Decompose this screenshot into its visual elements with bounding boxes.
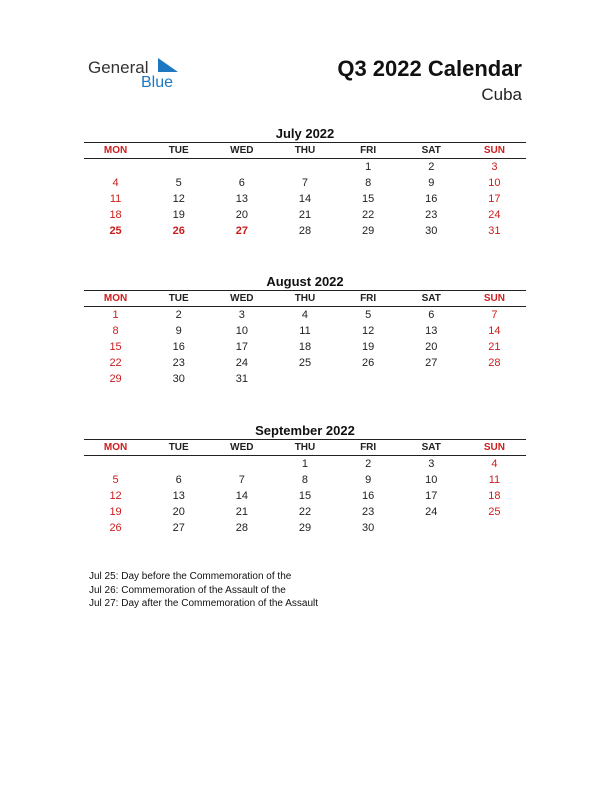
day-cell: 27 xyxy=(172,522,185,534)
day-cell: 2 xyxy=(428,161,435,173)
day-cell: 23 xyxy=(362,506,375,518)
weekday-header: THU xyxy=(294,145,316,156)
weekday-header: TUE xyxy=(168,145,189,156)
day-cell: 7 xyxy=(301,177,309,189)
day-cell xyxy=(210,159,273,175)
day-cell: 21 xyxy=(298,209,312,221)
day-cell: 22 xyxy=(109,357,122,369)
day-cell: 16 xyxy=(362,490,375,502)
week-row xyxy=(84,339,526,355)
day-cell: 22 xyxy=(298,506,312,518)
day-cell: 16 xyxy=(425,193,438,205)
weekday-header: SAT xyxy=(421,145,441,156)
day-cell: 22 xyxy=(362,209,375,221)
day-cell: 26 xyxy=(362,357,375,369)
day-cell: 29 xyxy=(109,373,122,385)
logo-triangle-icon xyxy=(158,58,178,74)
day-cell: 27 xyxy=(425,357,438,369)
day-cell xyxy=(273,371,336,387)
weekday-header: SUN xyxy=(483,293,505,304)
week-row xyxy=(84,371,526,387)
day-cell: 3 xyxy=(428,458,435,470)
day-cell: 12 xyxy=(172,193,185,205)
weekday-header: SAT xyxy=(421,293,441,304)
day-cell: 20 xyxy=(235,209,248,221)
logo-general-text: General xyxy=(88,58,149,77)
day-cell: 18 xyxy=(488,490,501,502)
day-cell xyxy=(273,159,336,175)
weekday-header: THU xyxy=(294,293,316,304)
day-cell: 17 xyxy=(235,341,248,353)
day-cell: 19 xyxy=(172,209,185,221)
month-title: August 2022 xyxy=(266,274,344,289)
day-cell: 28 xyxy=(298,225,312,237)
day-cell: 11 xyxy=(488,474,501,486)
holiday-note: Jul 27: Day after the Commemoration of the Assault xyxy=(89,598,318,609)
day-cell xyxy=(147,456,210,472)
day-cell: 14 xyxy=(235,490,248,502)
weekday-header-row xyxy=(84,439,526,456)
day-cell: 2 xyxy=(365,458,372,470)
day-cell: 28 xyxy=(488,357,501,369)
week-row xyxy=(84,456,526,472)
weekday-header: FRI xyxy=(360,293,377,304)
day-cell: 14 xyxy=(298,193,312,205)
weekday-header: SUN xyxy=(483,442,505,453)
weekday-header: TUE xyxy=(168,293,189,304)
day-cell: 17 xyxy=(425,490,438,502)
day-cell: 2 xyxy=(175,309,182,321)
day-cell: 31 xyxy=(488,225,501,237)
week-row xyxy=(84,488,526,504)
weekday-header: MON xyxy=(103,442,128,453)
day-cell: 21 xyxy=(235,506,248,518)
day-cell: 15 xyxy=(109,341,122,353)
month-title: July 2022 xyxy=(275,126,335,141)
day-cell: 5 xyxy=(175,177,182,189)
weekday-header: FRI xyxy=(360,145,377,156)
day-cell: 5 xyxy=(112,474,119,486)
week-row xyxy=(84,307,526,323)
day-cell: 24 xyxy=(425,506,438,518)
day-cell: 16 xyxy=(172,341,185,353)
day-cell: 8 xyxy=(365,177,372,189)
holiday-notes xyxy=(89,570,349,614)
day-cell: 10 xyxy=(425,474,438,486)
day-cell: 31 xyxy=(235,373,248,385)
month-september xyxy=(84,423,526,536)
day-cell: 10 xyxy=(488,177,501,189)
day-cell: 8 xyxy=(112,325,119,337)
week-row xyxy=(84,520,526,536)
week-row xyxy=(84,355,526,371)
day-cell: 23 xyxy=(172,357,185,369)
weekday-header: WED xyxy=(230,145,254,156)
weekday-header: SAT xyxy=(421,442,441,453)
day-cell: 4 xyxy=(491,458,498,470)
day-cell: 10 xyxy=(235,325,248,337)
day-cell: 6 xyxy=(428,309,435,321)
week-row xyxy=(84,472,526,488)
day-cell: 17 xyxy=(488,193,501,205)
weekday-header: THU xyxy=(294,442,316,453)
day-cell xyxy=(337,371,400,387)
day-cell: 1 xyxy=(112,309,119,321)
day-cell: 19 xyxy=(362,341,375,353)
day-cell: 1 xyxy=(301,458,309,470)
logo-blue-text: Blue xyxy=(141,74,174,91)
day-cell: 18 xyxy=(298,341,312,353)
day-cell: 9 xyxy=(428,177,435,189)
day-cell: 6 xyxy=(238,177,245,189)
day-cell: 3 xyxy=(238,309,245,321)
day-cell: 6 xyxy=(175,474,182,486)
day-cell: 28 xyxy=(235,522,248,534)
week-row xyxy=(84,207,526,223)
day-cell: 13 xyxy=(425,325,438,337)
holiday-note: Jul 26: Commemoration of the Assault of the xyxy=(89,584,286,596)
weekday-header: MON xyxy=(103,293,128,304)
day-cell: 5 xyxy=(365,309,372,321)
day-cell: 4 xyxy=(112,177,119,189)
day-cell: 3 xyxy=(491,161,498,173)
day-cell: 11 xyxy=(109,193,122,205)
day-cell: 13 xyxy=(172,490,185,502)
day-cell xyxy=(400,520,463,536)
week-row xyxy=(84,504,526,520)
day-cell: 18 xyxy=(109,209,122,221)
day-cell: 9 xyxy=(365,474,372,486)
day-cell: 20 xyxy=(172,506,185,518)
week-row xyxy=(84,223,526,239)
day-cell xyxy=(84,456,147,472)
day-cell: 19 xyxy=(109,506,122,518)
day-cell: 29 xyxy=(362,225,375,237)
day-cell: 23 xyxy=(425,209,438,221)
day-cell: 26 xyxy=(109,522,122,534)
day-cell: 20 xyxy=(425,341,438,353)
day-cell: 26 xyxy=(172,225,185,237)
day-cell: 11 xyxy=(299,325,311,337)
day-cell: 14 xyxy=(488,325,501,337)
day-cell xyxy=(463,520,526,536)
day-cell xyxy=(84,159,147,175)
day-cell: 30 xyxy=(172,373,185,385)
week-row xyxy=(84,175,526,191)
day-cell: 29 xyxy=(298,522,312,534)
day-cell: 30 xyxy=(362,522,375,534)
day-cell: 12 xyxy=(109,490,122,502)
day-cell: 8 xyxy=(301,474,309,486)
day-cell: 30 xyxy=(425,225,438,237)
day-cell: 15 xyxy=(298,490,312,502)
weekday-header: TUE xyxy=(168,442,189,453)
month-july xyxy=(84,126,526,239)
week-row xyxy=(84,323,526,339)
week-row xyxy=(84,191,526,207)
day-cell: 1 xyxy=(365,161,372,173)
page-title: Q3 2022 Calendar xyxy=(337,56,522,81)
day-cell: 9 xyxy=(175,325,182,337)
country-name: Cuba xyxy=(481,85,522,104)
day-cell: 12 xyxy=(362,325,375,337)
weekday-header: MON xyxy=(103,145,128,156)
weekday-header-row xyxy=(84,142,526,159)
day-cell: 7 xyxy=(238,474,245,486)
weekday-header: WED xyxy=(230,442,254,453)
day-cell: 24 xyxy=(488,209,501,221)
day-cell: 25 xyxy=(488,506,501,518)
day-cell: 7 xyxy=(491,309,498,321)
weekday-header-row xyxy=(84,290,526,307)
weekday-header: WED xyxy=(230,293,254,304)
day-cell xyxy=(400,371,463,387)
weekday-header: SUN xyxy=(483,145,505,156)
month-title: September 2022 xyxy=(255,423,355,438)
day-cell xyxy=(463,371,526,387)
day-cell xyxy=(147,159,210,175)
day-cell: 27 xyxy=(235,225,248,237)
day-cell xyxy=(210,456,273,472)
month-august xyxy=(84,274,526,387)
day-cell: 25 xyxy=(109,225,122,237)
weekday-header: FRI xyxy=(360,442,377,453)
holiday-note: Jul 25: Day before the Commemoration of the xyxy=(89,571,292,582)
day-cell: 15 xyxy=(362,193,375,205)
day-cell: 21 xyxy=(488,341,501,353)
week-row xyxy=(84,159,526,175)
day-cell: 25 xyxy=(298,357,312,369)
day-cell: 13 xyxy=(235,193,248,205)
generalblue-logo xyxy=(88,56,198,96)
day-cell: 4 xyxy=(301,309,309,321)
day-cell: 24 xyxy=(235,357,248,369)
